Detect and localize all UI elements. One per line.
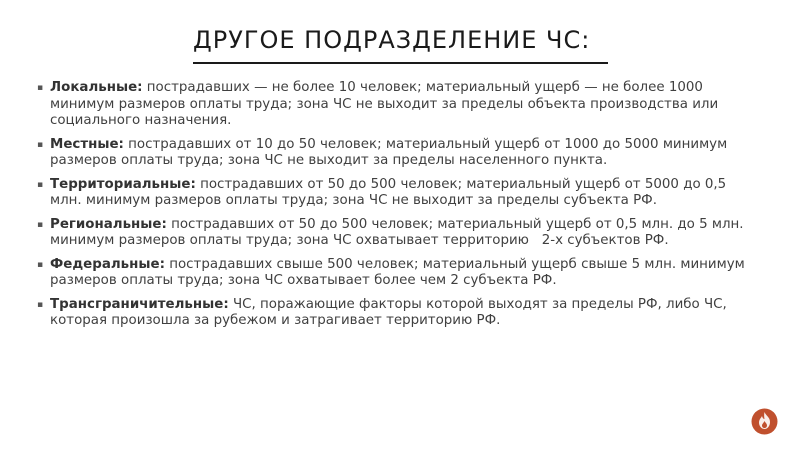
list-item	[37, 177, 757, 210]
bullet-icon: ▪	[37, 259, 44, 270]
item-term: Региональные:	[50, 216, 167, 232]
list-item	[37, 137, 757, 170]
item-text: пострадавших от 10 до 50 человек; материальный ущерб от 1000 до 5000 минимум размеров оплаты труда; зона ЧС не выходит за пределы населенного пункта.	[50, 136, 728, 168]
bullet-icon: ▪	[37, 83, 44, 93]
item-term: Местные:	[50, 136, 124, 152]
slide-logo-icon	[751, 408, 778, 435]
item-text: пострадавших от 50 до 500 человек; материальный ущерб от 5000 до 0,5 млн. минимум размеров оплаты труда; зона ЧС не выходит за пределы субъекта РФ.	[50, 176, 727, 208]
item-text: пострадавших от 50 до 500 человек; материальный ущерб от 0,5 млн. до 5 млн. минимум размеров оплаты труда; зона ЧС охватывает территорию 2-х субъектов РФ.	[50, 216, 748, 248]
list-item	[37, 80, 757, 130]
item-text: ЧС, поражающие факторы которой выходят за пределы РФ, либо ЧС, которая произошла за рубежом и затрагивает территорию РФ.	[50, 296, 727, 328]
bullet-icon: ▪	[37, 299, 44, 310]
bullet-icon: ▪	[37, 139, 44, 150]
item-term: Локальные:	[50, 80, 143, 95]
list-item	[37, 257, 757, 290]
item-text: пострадавших — не более 10 человек; материальный ущерб — не более 1000 минимум размеров оплаты труда; зона ЧС не выходит за пределы объекта производства или социального назначения.	[50, 80, 719, 128]
item-term: Трансграничительные:	[50, 296, 229, 312]
bullet-list	[37, 80, 757, 337]
slide-title: ДРУГОЕ ПОДРАЗДЕЛЕНИЕ ЧС:	[193, 26, 591, 54]
item-text: пострадавших свыше 500 человек; материальный ущерб свыше 5 млн. минимум размеров оплаты труда; зона ЧС охватывает более чем 2 субъекта РФ.	[50, 256, 745, 288]
item-term: Федеральные:	[50, 256, 165, 272]
bullet-icon: ▪	[37, 219, 44, 230]
bullet-icon: ▪	[37, 179, 44, 190]
item-term: Территориальные:	[50, 176, 196, 192]
list-item	[37, 217, 757, 250]
title-underline	[193, 62, 608, 64]
list-item	[37, 297, 757, 330]
